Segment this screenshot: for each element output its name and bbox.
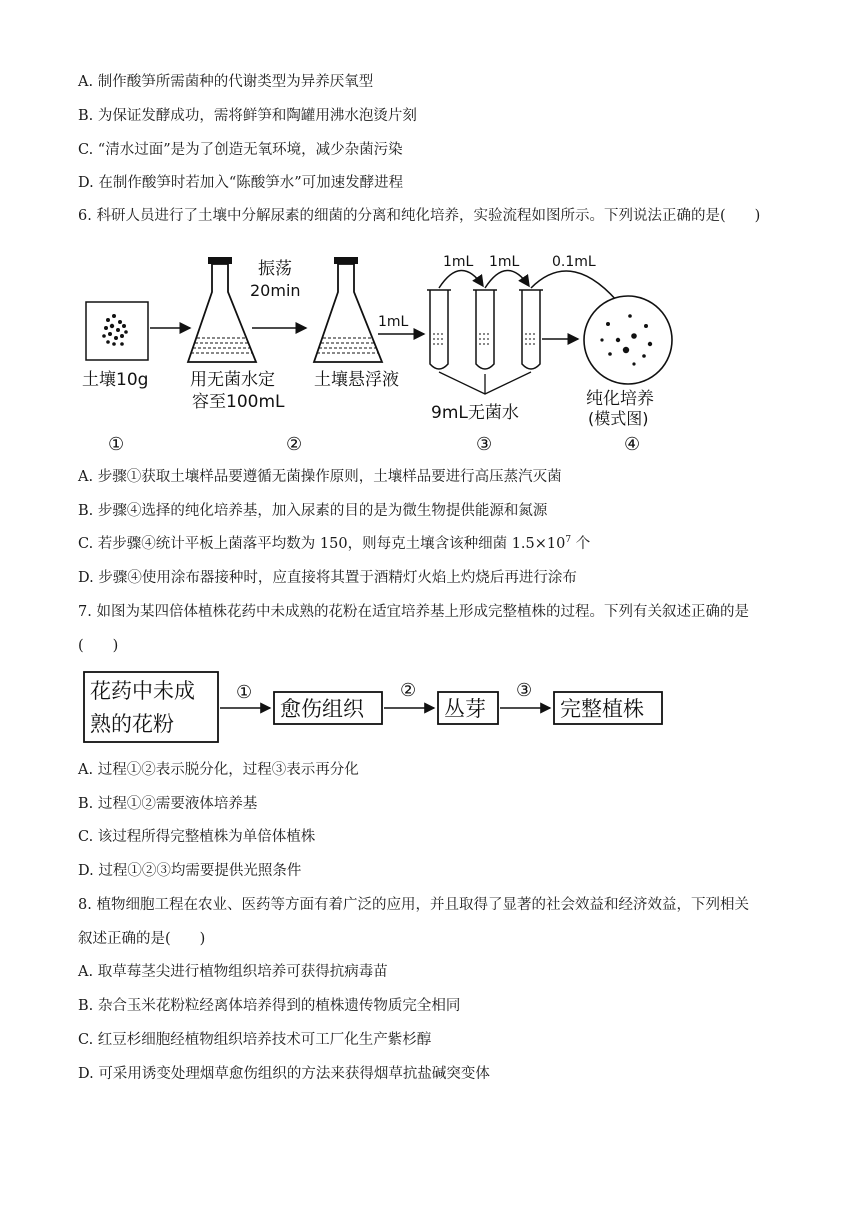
- soil-sample-box: [86, 302, 148, 360]
- q6-option-a: A. 步骤①获取土壤样品要遵循无菌操作原则，土壤样品要进行高压蒸汽灭菌: [78, 469, 562, 485]
- tubes-label: 9mL无菌水: [431, 403, 519, 423]
- dilution-tubes: [427, 290, 543, 369]
- shake-label-line2: 20min: [250, 281, 301, 300]
- q8-option-a: A. 取草莓茎尖进行植物组织培养可获得抗病毒苗: [78, 964, 388, 980]
- flask-1: [188, 257, 256, 362]
- step-1-label: ①: [108, 434, 125, 455]
- box-pollen-line2: 熟的花粉: [90, 712, 174, 736]
- box-shoots-label: 丛芽: [444, 697, 486, 721]
- flask1-label-line2: 容至100mL: [192, 392, 285, 412]
- q5-option-d: D. 在制作酸笋时若加入“陈酸笋水”可加速发酵进程: [78, 175, 404, 191]
- q8-option-d: D. 可采用诱变处理烟草愈伤组织的方法来获得烟草抗盐碱突变体: [78, 1066, 490, 1082]
- q6-option-d: D. 步骤④使用涂布器接种时，应直接将其置于酒精灯火焰上灼烧后再进行涂布: [78, 570, 577, 586]
- arrow-2-label: ②: [400, 680, 417, 701]
- soil-label: 土壤10g: [82, 370, 149, 390]
- q8-stem-line1: 8. 植物细胞工程在农业、医药等方面有着广泛的应用，并且取得了显著的社会效益和经济效益，下列相关: [78, 897, 749, 913]
- step-3-label: ③: [476, 434, 493, 455]
- transfer-label: 1mL: [378, 314, 409, 330]
- plate-label-line1: 纯化培养: [586, 389, 654, 409]
- q7-option-d: D. 过程①②③均需要提供光照条件: [78, 863, 302, 879]
- culture-plate: [584, 296, 672, 384]
- flask1-label-line1: 用无菌水定: [190, 370, 275, 390]
- arrow-1-label: ①: [236, 682, 253, 703]
- q6-figure: [78, 244, 718, 458]
- q7-option-c: C. 该过程所得完整植株为单倍体植株: [78, 829, 316, 845]
- q6-option-b: B. 步骤④选择的纯化培养基，加入尿素的目的是为微生物提供能源和氮源: [78, 503, 548, 519]
- q5-option-c: C. “清水过面”是为了创造无氧环境，减少杂菌污染: [78, 142, 403, 158]
- box-pollen-line1: 花药中未成: [90, 679, 195, 703]
- q7-option-a: A. 过程①②表示脱分化，过程③表示再分化: [78, 762, 359, 778]
- arrow-3-label: ③: [516, 680, 533, 701]
- plate-label-line2: (模式图): [588, 409, 649, 428]
- q7-figure: [78, 668, 678, 748]
- box-plant-label: 完整植株: [560, 697, 644, 721]
- q7-stem-line1: 7. 如图为某四倍体植株花药中未成熟的花粉在适宜培养基上形成完整植株的过程。下列有关叙述正确的是: [78, 604, 749, 620]
- dilution-label-1: 1mL: [443, 254, 474, 270]
- q8-option-b: B. 杂合玉米花粉粒经离体培养得到的植株遗传物质完全相同: [78, 998, 461, 1014]
- q5-option-b: B. 为保证发酵成功，需将鲜笋和陶罐用沸水泡烫片刻: [78, 108, 417, 124]
- step-4-label: ④: [624, 434, 641, 455]
- q7-stem-line2: ( ): [78, 638, 119, 654]
- shake-label-line1: 振荡: [258, 259, 292, 279]
- dilution-label-2: 1mL: [489, 254, 520, 270]
- q8-option-c: C. 红豆杉细胞经植物组织培养技术可工厂化生产紫杉醇: [78, 1032, 432, 1048]
- flask-2: [314, 257, 382, 362]
- step-2-label: ②: [286, 434, 303, 455]
- q6-stem: 6. 科研人员进行了土壤中分解尿素的细菌的分离和纯化培养，实验流程如图所示。下列说法正确的是( ): [78, 208, 761, 224]
- q6-option-c: C. 若步骤④统计平板上菌落平均数为 150，则每克土壤含该种细菌 $1.5\times 10^7$ 个: [78, 535, 591, 552]
- box-callus-label: 愈伤组织: [280, 697, 364, 721]
- q7-option-b: B. 过程①②需要液体培养基: [78, 796, 258, 812]
- q5-option-a: A. 制作酸笋所需菌种的代谢类型为异养厌氧型: [78, 74, 374, 90]
- flask2-label: 土壤悬浮液: [314, 370, 399, 390]
- q8-stem-line2: 叙述正确的是( ): [78, 931, 206, 947]
- dilution-label-3: 0.1mL: [552, 254, 596, 270]
